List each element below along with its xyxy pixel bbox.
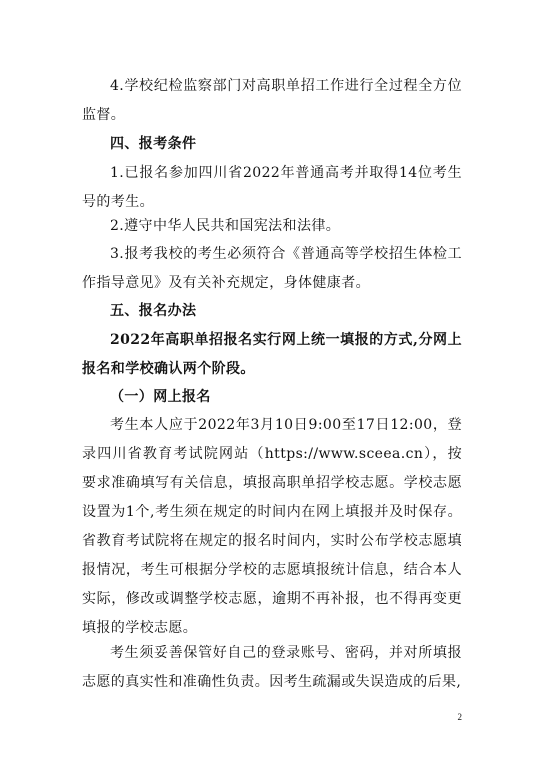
- paragraph-condition-3: 3.报考我校的考生必须符合《普通高等学校招生体检工作指导意见》及有关补充规定，身体健康者。: [82, 246, 462, 291]
- paragraph-account-responsibility: 考生须妥善保管好自己的登录账号、密码，并对所填报志愿的真实性和准确性负责。因考生疏漏或失误造成的后果,: [82, 645, 462, 690]
- paragraph-online-details: 考生本人应于2022年3月10日9:00至17日12:00，登录四川省教育考试院网站（https://www.sceea.cn），按要求准确填写有关信息，填报高职单招学校志愿。学校志愿设置为1个,考生须在规定的时间内在网上填报并及时保存。省教育考试院将在规定的报名时间内，实时公布学校志愿填报情况，考生可根据分学校的志愿填报统计信息，结合本人实际，修改或调整学校志愿，逾期不再补报，也不得再变更填报的学校志愿。: [82, 417, 462, 636]
- paragraph-supervision: 4.学校纪检监察部门对高职单招工作进行全过程全方位监督。: [82, 78, 462, 123]
- paragraph-condition-1: 1.已报名参加四川省2022年普通高考并取得14位考生号的考生。: [82, 165, 462, 210]
- heading-eligibility: 四、报考条件: [110, 136, 197, 152]
- paragraph-condition-2: 2.遵守中华人民共和国宪法和法律。: [110, 218, 341, 234]
- heading-online-registration: （一）网上报名: [110, 389, 211, 405]
- heading-registration: 五、报名办法: [110, 303, 197, 319]
- paragraph-registration-intro: 2022年高职单招报名实行网上统一填报的方式,分网上报名和学校确认两个阶段。: [82, 332, 462, 377]
- page-number: 2: [457, 712, 462, 722]
